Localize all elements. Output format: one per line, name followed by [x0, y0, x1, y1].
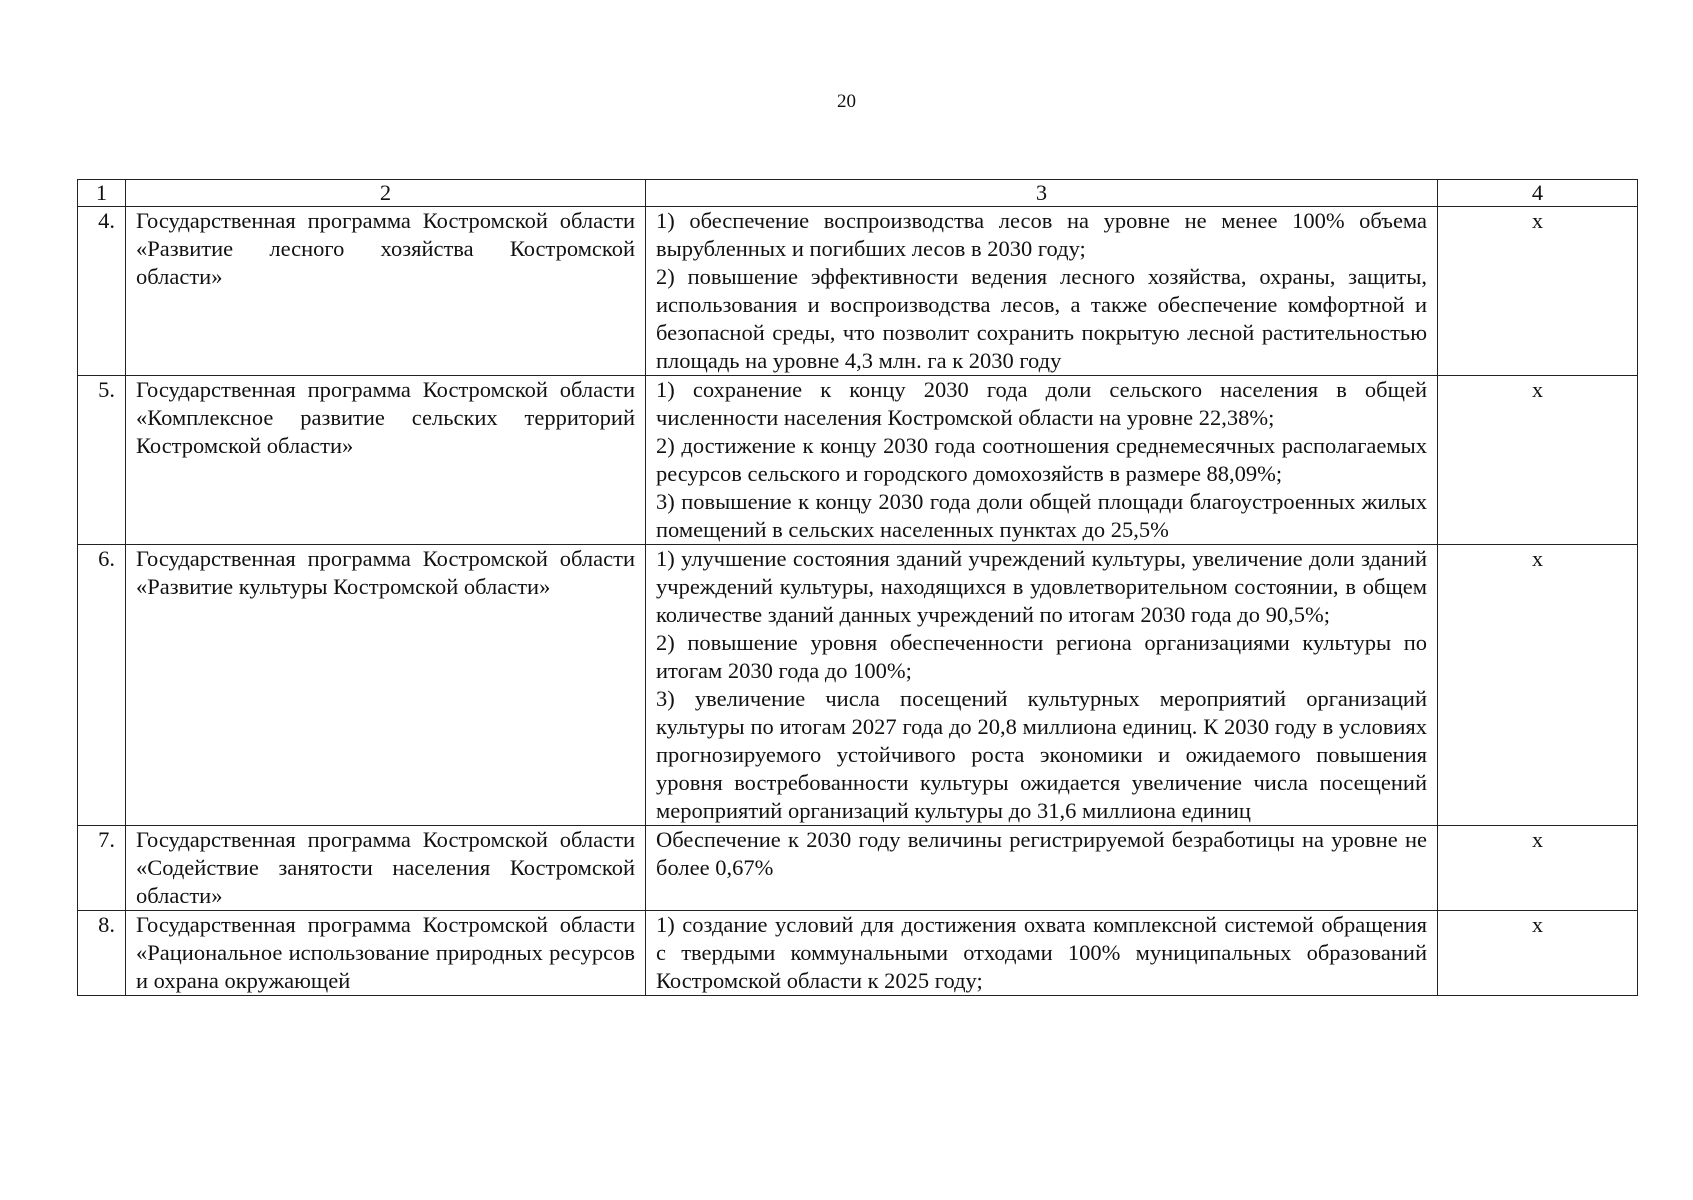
x-mark: x: [1532, 912, 1543, 937]
table-row: [78, 545, 1638, 826]
program-goals: [646, 545, 1438, 826]
table-row: [78, 207, 1638, 376]
table-row: [78, 376, 1638, 545]
program-goals: [646, 376, 1438, 545]
x-mark: x: [1532, 546, 1543, 571]
mark-cell: [1438, 376, 1638, 545]
column-header-2: 2: [126, 180, 646, 207]
row-number: 8.: [78, 911, 126, 996]
goal-item: 2) повышение эффективности ведения лесного хозяйства, охраны, защиты, использования и воспроизводства лесов, а также обеспечение комфортной и безопасной среды, что позволит сохранить покрытую лесной растительностью площадь на уровне 4,3 млн. га к 2030 году: [656, 264, 1427, 373]
program-name: Государственная программа Костромской области «Комплексное развитие сельских территорий Костромской области»: [126, 376, 646, 545]
goal-item: 2) повышение уровня обеспеченности региона организациями культуры по итогам 2030 года до 100%;: [656, 630, 1427, 683]
goal-item: Обеспечение к 2030 году величины регистрируемой безработицы на уровне не более 0,67%: [656, 827, 1427, 880]
goal-item: 2) достижение к концу 2030 года соотношения среднемесячных располагаемых ресурсов сельского и городского домохозяйств в размере 88,09%;: [656, 433, 1427, 486]
mark-cell: [1438, 545, 1638, 826]
program-goals: [646, 826, 1438, 911]
mark-cell: [1438, 207, 1638, 376]
row-number: 6.: [78, 545, 126, 826]
goal-item: 3) увеличение числа посещений культурных мероприятий организаций культуры по итогам 2027 года до 20,8 миллиона единиц. К 2030 году в условиях прогнозируемого устойчивого роста экономики и ожидаемого повышения уровня востребованности культуры ожидается увеличение числа посещений мероприятий организаций культуры до 31,6 миллиона единиц: [656, 686, 1427, 823]
program-name: Государственная программа Костромской области «Развитие культуры Костромской области»: [126, 545, 646, 826]
goal-item: 1) улучшение состояния зданий учреждений культуры, увеличение доли зданий учреждений культуры, находящихся в удовлетворительном состоянии, в общем количестве зданий данных учреждений по итогам 2030 года до 90,5%;: [656, 546, 1427, 627]
mark-cell: [1438, 911, 1638, 996]
goal-item: 1) обеспечение воспроизводства лесов на уровне не менее 100% объема вырубленных и погибших лесов в 2030 году;: [656, 208, 1427, 261]
column-header-4: 4: [1438, 180, 1638, 207]
table-header-row: [78, 180, 1638, 207]
row-number: 7.: [78, 826, 126, 911]
program-name: Государственная программа Костромской области «Развитие лесного хозяйства Костромской области»: [126, 207, 646, 376]
row-number: 4.: [78, 207, 126, 376]
program-goals: [646, 911, 1438, 996]
goal-item: 1) сохранение к концу 2030 года доли сельского населения в общей численности населения Костромской области на уровне 22,38%;: [656, 377, 1427, 430]
x-mark: x: [1532, 827, 1543, 852]
page-number: 20: [837, 91, 856, 112]
program-goals: [646, 207, 1438, 376]
column-header-3: 3: [646, 180, 1438, 207]
programs-table: [77, 179, 1638, 996]
table-row: [78, 826, 1638, 911]
program-name: Государственная программа Костромской области «Содействие занятости населения Костромской области»: [126, 826, 646, 911]
x-mark: x: [1532, 208, 1543, 233]
program-name: Государственная программа Костромской области «Рациональное использование природных ресурсов и охрана окружающей: [126, 911, 646, 996]
mark-cell: [1438, 826, 1638, 911]
goal-item: 1) создание условий для достижения охвата комплексной системой обращения с твердыми коммунальными отходами 100% муниципальных образований Костромской области к 2025 году;: [656, 912, 1427, 993]
table-row: [78, 911, 1638, 996]
column-header-1: 1: [78, 180, 126, 207]
goal-item: 3) повышение к концу 2030 года доли общей площади благоустроенных жилых помещений в сельских населенных пунктах до 25,5%: [656, 489, 1427, 542]
row-number: 5.: [78, 376, 126, 545]
x-mark: x: [1532, 377, 1543, 402]
